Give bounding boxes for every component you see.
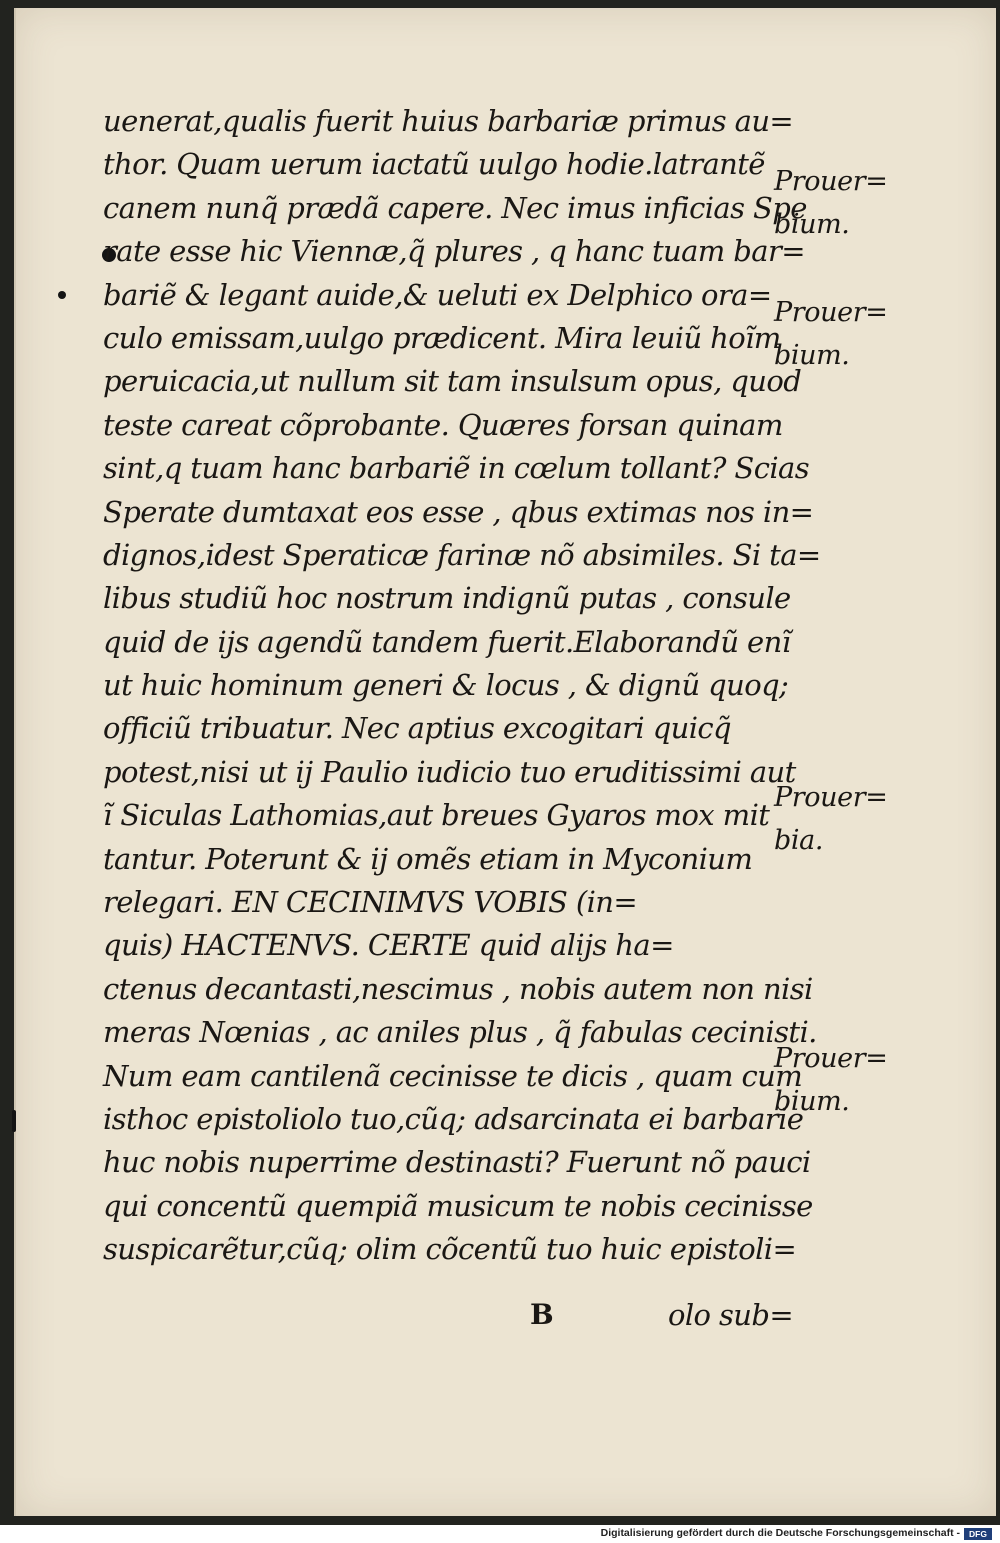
text-line: suspicarẽtur,cũq; olim cõcentũ tuo huic epistoli= xyxy=(103,1232,797,1267)
margin-note-line: bia. xyxy=(774,825,823,857)
footer-bar xyxy=(0,1525,1000,1543)
text-line: sint,q tuam hanc barbariẽ in cœlum tollant? Scias xyxy=(103,451,809,486)
margin-note xyxy=(774,776,934,863)
text-line: ut huic hominum generi & locus , & dignũ quoq; xyxy=(103,668,789,703)
margin-note-line: Prouer= xyxy=(774,782,888,813)
margin-note-line: Prouer= xyxy=(774,166,888,197)
text-line: officiũ tribuatur. Nec aptius excogitari quicq̃ xyxy=(103,711,732,746)
dfg-logo: DFG xyxy=(964,1528,992,1540)
text-line: ĩ Siculas Lathomias,aut breues Gyaros mox mit xyxy=(103,798,770,833)
text-line: huc nobis nuperrime destinasti? Fuerunt nõ pauci xyxy=(103,1145,811,1180)
text-line: libus studiũ hoc nostrum indignũ putas , consule xyxy=(103,581,791,616)
text-line: uenerat,qualis fuerit huius barbariæ primus au= xyxy=(103,104,794,138)
margin-note-line: bium. xyxy=(774,340,850,372)
signature-mark: B xyxy=(530,1298,554,1331)
margin-note-line: Prouer= xyxy=(774,297,888,328)
footer-credit: Digitalisierung gefördert durch die Deutsche Forschungsgemeinschaft - xyxy=(600,1527,960,1539)
text-line: qui concentũ quempiã musicum te nobis cecinisse xyxy=(103,1188,813,1223)
margin-note xyxy=(774,160,934,247)
text-line: Num eam cantilenã cecinisse te dicis , quam cum xyxy=(103,1058,803,1093)
text-line: canem nunq̃ prædã capere. Nec imus inficias Spe xyxy=(103,190,807,225)
text-line: quid de ijs agendũ tandem fuerit.Elaborandũ enĩ xyxy=(103,624,791,659)
text-line: thor. Quam uerum iactatũ uulgo hodie.latrantẽ xyxy=(103,147,765,182)
text-line: meras Nœnias , ac aniles plus , q̃ fabulas cecinisti. xyxy=(103,1015,817,1050)
catchword: olo sub= xyxy=(668,1298,794,1332)
margin-note xyxy=(774,291,934,378)
text-line: rate esse hic Viennæ,q̃ plures , q hanc tuam bar= xyxy=(103,234,805,269)
text-line: isthoc epistoliolo tuo,cũq; adsarcinata ei barbarie xyxy=(103,1101,804,1136)
text-line: potest,nisi ut ij Paulio iudicio tuo eruditissimi aut xyxy=(103,754,796,789)
text-line: dignos,idest Speraticæ farinæ nõ absimiles. Si ta= xyxy=(103,537,821,572)
ink-mark xyxy=(58,291,66,299)
text-line: relegari. EN CECINIMVS VOBIS (in= xyxy=(103,885,638,920)
text-line: tantur. Poterunt & ij omẽs etiam in Myconium xyxy=(103,841,753,876)
margin-note xyxy=(774,1037,934,1124)
text-line: ctenus decantasti,nescimus , nobis autem non nisi xyxy=(103,971,813,1006)
margin-note-line: bium. xyxy=(774,1086,850,1118)
ink-mark xyxy=(12,1110,16,1132)
text-line: Sperate dumtaxat eos esse , qbus extimas nos in= xyxy=(103,494,814,529)
margin-note-line: Prouer= xyxy=(774,1043,888,1074)
margin-note-line: bium. xyxy=(774,209,850,241)
text-line: peruicacia,ut nullum sit tam insulsum opus, quod xyxy=(103,364,802,399)
text-line: quis) HACTENVS. CERTE quid alijs ha= xyxy=(103,928,674,963)
text-line: culo emissam,uulgo prædicent. Mira leuiũ hoĩm xyxy=(103,320,781,355)
text-line: teste careat cõprobante. Quæres forsan quinam xyxy=(103,407,783,442)
text-line: bariẽ & legant auide,& ueluti ex Delphico ora= xyxy=(103,277,772,312)
